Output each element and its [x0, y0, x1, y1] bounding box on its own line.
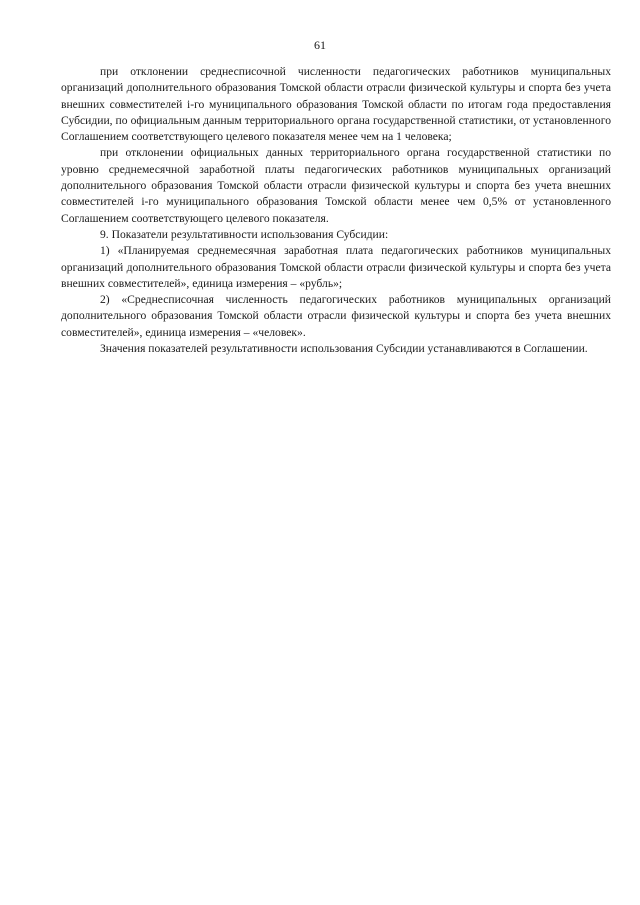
paragraph-indicator-2: 2) «Среднесписочная численность педагогических работников муниципальных организаций дополнительного образования Томской области отрасли физической культуры и спорта без учета внешних совместителей», единица измерения – «человек». — [61, 293, 611, 339]
paragraph-deviation-headcount: при отклонении среднесписочной численности педагогических работников муниципальных организаций дополнительного образования Томской области отрасли физической культуры и спорта без учета внешних совместителей i-го муниципального образования Томской области по итогам года предоставления Субсидии, по официальным данным территориального органа государственной статистики, от установленного Соглашением соответствующего целевого показателя менее чем на 1 человека; — [61, 65, 611, 144]
page-number: 61 — [314, 38, 326, 52]
paragraph-indicator-1: 1) «Планируемая среднемесячная заработная плата педагогических работников муниципальных организаций дополнительного образования Томской области отрасли физической культуры и спорта без учета внешних совместителей», единица измерения – «рубль»; — [61, 244, 611, 290]
paragraph-deviation-salary: при отклонении официальных данных территориального органа государственной статистики по уровню среднемесячной заработной платы педагогических работников муниципальных организаций дополнительного образования Томской области отрасли физической культуры и спорта без учета внешних совместителей i-го муниципального образования Томской области менее чем 0,5% от установленного Соглашением соответствующего целевого показателя. — [61, 146, 611, 225]
document-body — [61, 64, 611, 357]
paragraph-section-9-heading: 9. Показатели результативности использования Субсидии: — [100, 227, 389, 241]
paragraph-indicator-values: Значения показателей результативности использования Субсидии устанавливаются в Соглашении. — [100, 342, 588, 356]
